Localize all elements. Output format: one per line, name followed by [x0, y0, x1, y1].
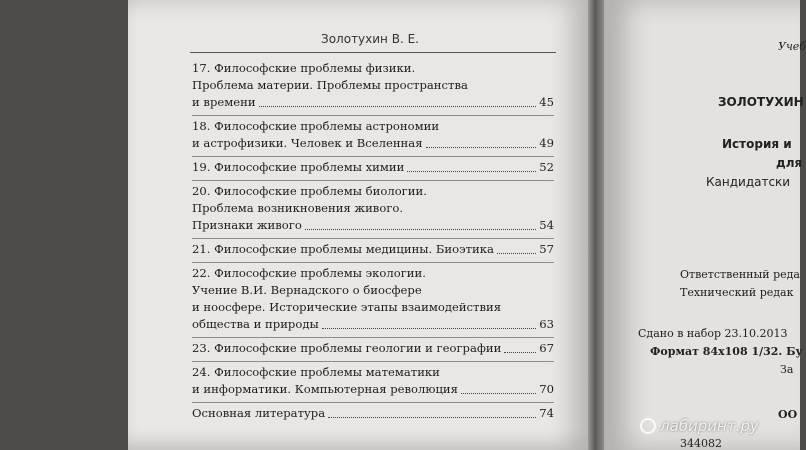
toc-leader-dots [426, 146, 537, 148]
toc-entry [192, 58, 554, 116]
toc-leader-dots [328, 416, 536, 418]
toc-line [192, 77, 554, 94]
toc-line [192, 316, 554, 333]
toc-line-text: 17. Философские проблемы физики. [192, 61, 416, 75]
toc-page-number: 67 [539, 341, 554, 355]
toc-line-text: 24. Философские проблемы математики [192, 365, 440, 379]
right-page-text: Ответственный реда [680, 268, 800, 281]
toc-line [192, 381, 554, 398]
toc-line [192, 159, 554, 176]
toc-line-text: и информатики. Компьютерная революция [192, 382, 458, 396]
toc-leader-dots [461, 392, 536, 394]
toc-line [192, 282, 554, 299]
right-page-text: Технический редак [680, 286, 794, 299]
toc-page-number: 74 [539, 406, 554, 420]
toc-line-text: Проблема материи. Проблемы пространства [192, 78, 468, 92]
toc-line [192, 299, 554, 316]
toc-page-number: 54 [539, 218, 554, 232]
toc-line-text: и ноосфере. Исторические этапы взаимодействия [192, 300, 502, 314]
toc-entry [192, 239, 554, 263]
toc-leader-dots [322, 327, 537, 329]
toc-entry [192, 338, 554, 362]
toc-line-text: 18. Философские проблемы астрономии [192, 119, 440, 133]
toc-line-text: общества и природы [192, 317, 319, 331]
toc-entry [192, 116, 554, 157]
toc-page-number: 49 [539, 136, 554, 150]
toc-line [192, 405, 554, 422]
toc-line-text: 20. Философские проблемы биологии. [192, 184, 427, 198]
right-page-text: 344082 [680, 437, 722, 450]
toc-leader-dots [407, 170, 536, 172]
toc-page-number: 63 [539, 317, 554, 331]
toc-line-text: 21. Философские проблемы медицины. Биоэтика [192, 242, 494, 256]
toc-line-text: 19. Философские проблемы химии [192, 160, 405, 174]
toc-line-text: и астрофизики. Человек и Вселенная [192, 136, 423, 150]
right-page-title: для [776, 156, 803, 170]
right-page-title: История и [722, 137, 792, 151]
toc-line-text: Признаки живого [192, 218, 302, 232]
right-page-text: Формат 84x108 1/32. Бу [650, 345, 803, 358]
right-page [604, 0, 803, 450]
toc-leader-dots [497, 252, 536, 254]
toc-page-number: 45 [539, 95, 554, 109]
toc-page-number: 57 [539, 242, 554, 256]
toc-leader-dots [305, 228, 536, 230]
toc-line [192, 340, 554, 357]
toc-line [192, 135, 554, 152]
toc-line-text: и времени [192, 95, 256, 109]
toc-entry [192, 181, 554, 239]
toc-entry [192, 263, 554, 338]
right-page-text: ОО [778, 408, 798, 421]
toc-entry [192, 403, 554, 426]
toc-leader-dots [504, 351, 536, 353]
toc-page-number: 52 [539, 160, 554, 174]
right-page-author: ЗОЛОТУХИН [718, 95, 804, 109]
toc-line [192, 364, 554, 381]
toc-leader-dots [259, 105, 537, 107]
toc-page-number: 70 [539, 382, 554, 396]
toc-line [192, 94, 554, 111]
toc-line-text: 22. Философские проблемы экологии. [192, 266, 426, 280]
right-page-subtitle: Кандидатски [706, 175, 791, 189]
toc-entry [192, 157, 554, 181]
right-page-text: Учеб [778, 40, 806, 53]
table-of-contents [192, 58, 554, 426]
toc-line [192, 200, 554, 217]
labirint-logo-icon [640, 418, 656, 434]
right-page-text: Сдано в набор 23.10.2013 [638, 327, 788, 340]
toc-line [192, 60, 554, 77]
toc-line [192, 241, 554, 258]
running-header: Золотухин В. Е. [321, 32, 419, 46]
header-rule [190, 52, 556, 53]
toc-line-text: Основная литература [192, 406, 326, 420]
toc-line [192, 265, 554, 282]
toc-line [192, 118, 554, 135]
toc-line [192, 217, 554, 234]
toc-line-text: Учение В.И. Вернадского о биосфере [192, 283, 422, 297]
toc-line-text: Проблема возникновения живого. [192, 201, 404, 215]
right-page-text: За [780, 363, 794, 376]
toc-entry [192, 362, 554, 403]
toc-line [192, 183, 554, 200]
toc-line-text: 23. Философские проблемы геологии и географии [192, 341, 502, 355]
watermark: лабиринт.ру [660, 417, 759, 435]
book-gutter [588, 0, 604, 450]
